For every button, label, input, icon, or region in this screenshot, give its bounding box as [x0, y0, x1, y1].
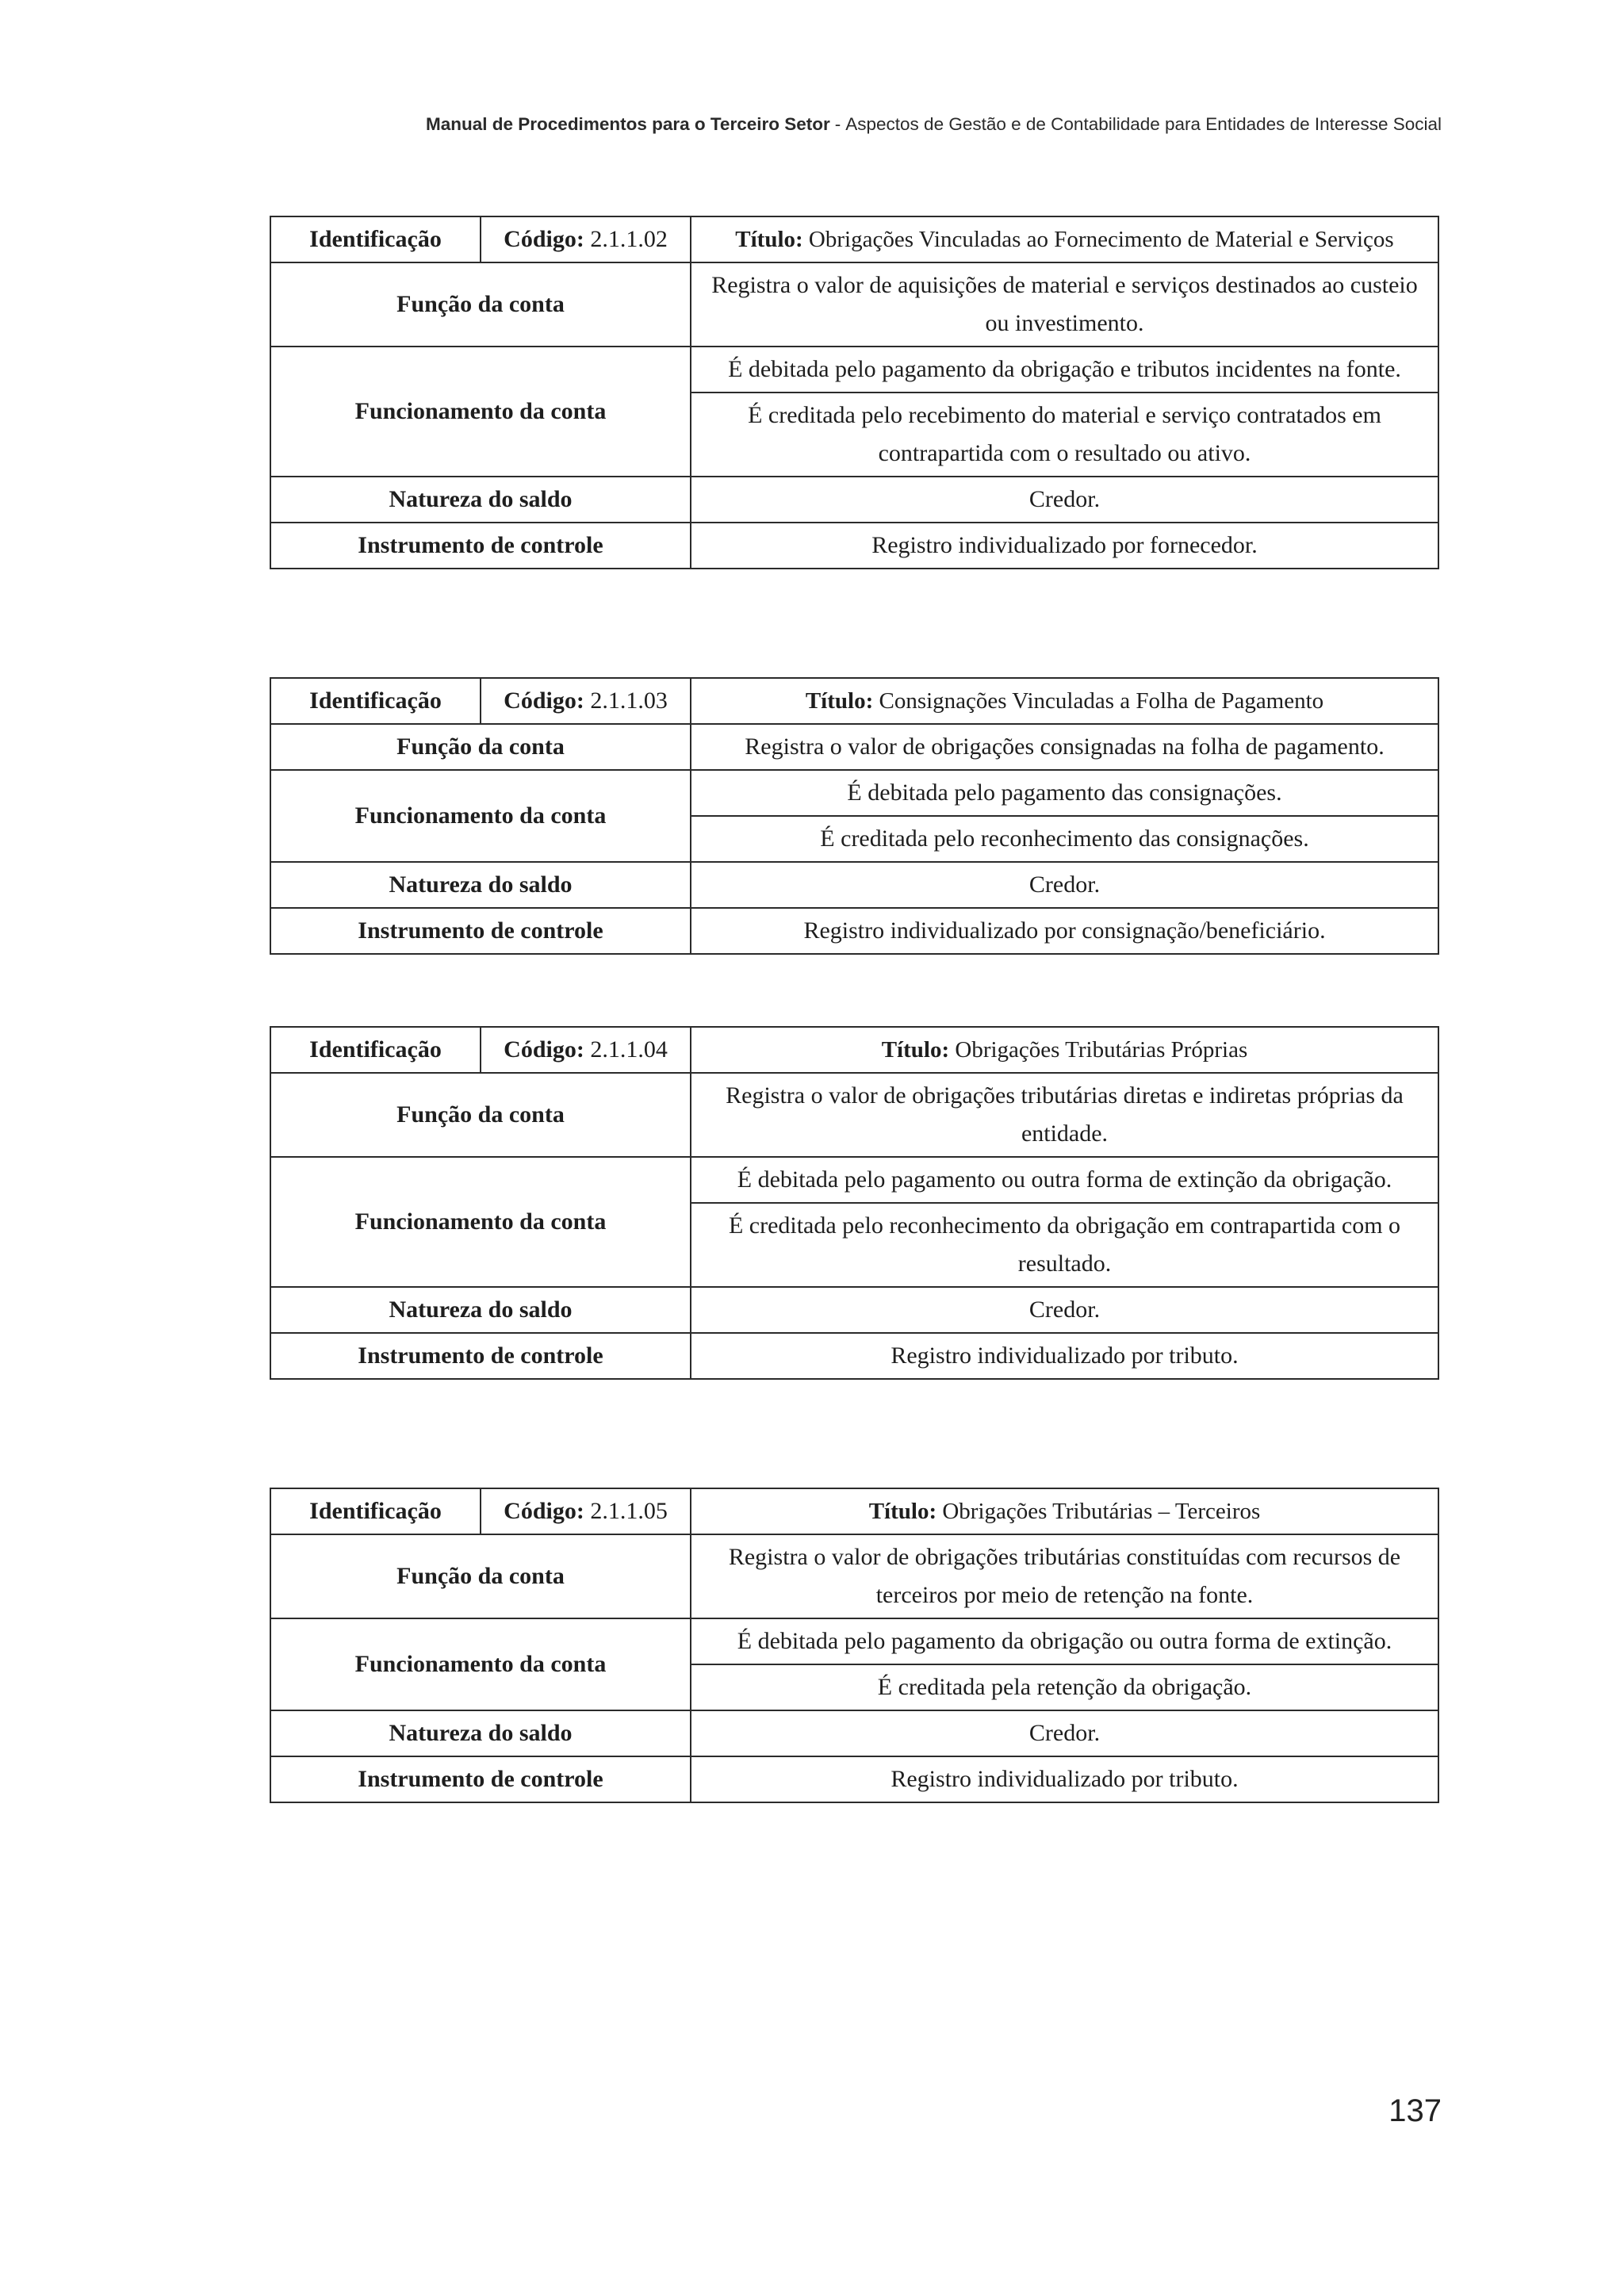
function-row — [270, 1073, 1438, 1157]
identification-label: Identificação — [270, 1027, 481, 1073]
title-value: Obrigações Tributárias Próprias — [955, 1037, 1248, 1063]
function-value: Registra o valor de obrigações consignadas na folha de pagamento. — [691, 724, 1438, 770]
page-header — [426, 114, 1442, 135]
operation-debit-row — [270, 347, 1438, 393]
operation-label: Funcionamento da conta — [270, 1157, 691, 1287]
control-instrument-label: Instrumento de controle — [270, 1333, 691, 1379]
debit-value: É debitada pelo pagamento ou outra forma de extinção da obrigação. — [691, 1157, 1438, 1203]
title-label: Título: — [868, 1499, 937, 1524]
title-value: Obrigações Tributárias – Terceiros — [942, 1499, 1261, 1524]
code-value: 2.1.1.03 — [590, 687, 668, 714]
title-cell — [691, 1488, 1438, 1534]
balance-nature-value: Credor. — [691, 477, 1438, 523]
identification-label: Identificação — [270, 216, 481, 262]
identification-label: Identificação — [270, 678, 481, 724]
code-cell — [481, 678, 691, 724]
balance-nature-value: Credor. — [691, 1710, 1438, 1756]
account-table-2-1-1-03 — [270, 677, 1439, 955]
debit-value: É debitada pelo pagamento das consignações. — [691, 770, 1438, 816]
identification-row — [270, 1488, 1438, 1534]
operation-debit-row — [270, 1618, 1438, 1664]
balance-nature-label: Natureza do saldo — [270, 477, 691, 523]
account-table-2-1-1-04 — [270, 1026, 1439, 1380]
operation-label: Funcionamento da conta — [270, 1618, 691, 1710]
identification-row — [270, 678, 1438, 724]
control-instrument-value: Registro individualizado por consignação/beneficiário. — [691, 908, 1438, 954]
control-instrument-label: Instrumento de controle — [270, 523, 691, 569]
identification-row — [270, 1027, 1438, 1073]
title-label: Título: — [805, 688, 874, 714]
control-instrument-value: Registro individualizado por tributo. — [691, 1756, 1438, 1802]
account-table-2-1-1-05 — [270, 1488, 1439, 1803]
identification-row — [270, 216, 1438, 262]
identification-label: Identificação — [270, 1488, 481, 1534]
function-row — [270, 262, 1438, 347]
code-cell — [481, 1488, 691, 1534]
operation-debit-row — [270, 770, 1438, 816]
balance-nature-value: Credor. — [691, 862, 1438, 908]
credit-value: É creditada pelo reconhecimento das consignações. — [691, 816, 1438, 862]
function-value: Registra o valor de obrigações tributárias diretas e indiretas próprias da entidade. — [691, 1073, 1438, 1157]
debit-value: É debitada pelo pagamento da obrigação e tributos incidentes na fonte. — [691, 347, 1438, 393]
balance-nature-row — [270, 477, 1438, 523]
title-cell — [691, 1027, 1438, 1073]
credit-value: É creditada pelo reconhecimento da obrigação em contrapartida com o resultado. — [691, 1203, 1438, 1287]
balance-nature-value: Credor. — [691, 1287, 1438, 1333]
function-value: Registra o valor de obrigações tributárias constituídas com recursos de terceiros por meio de retenção na fonte. — [691, 1534, 1438, 1618]
control-instrument-row — [270, 523, 1438, 569]
title-label: Título: — [881, 1037, 950, 1063]
function-label: Função da conta — [270, 1073, 691, 1157]
code-value: 2.1.1.04 — [590, 1036, 668, 1063]
control-instrument-label: Instrumento de controle — [270, 908, 691, 954]
function-label: Função da conta — [270, 262, 691, 347]
code-value: 2.1.1.02 — [590, 226, 668, 252]
balance-nature-label: Natureza do saldo — [270, 1287, 691, 1333]
debit-value: É debitada pelo pagamento da obrigação ou outra forma de extinção. — [691, 1618, 1438, 1664]
title-value: Consignações Vinculadas a Folha de Pagamento — [879, 688, 1324, 714]
code-label: Código: — [504, 226, 584, 252]
credit-value: É creditada pelo recebimento do material e serviço contratados em contrapartida com o resultado ou ativo. — [691, 393, 1438, 477]
balance-nature-row — [270, 862, 1438, 908]
operation-debit-row — [270, 1157, 1438, 1203]
function-label: Função da conta — [270, 1534, 691, 1618]
control-instrument-row — [270, 1756, 1438, 1802]
account-table-2-1-1-02 — [270, 216, 1439, 569]
operation-label: Funcionamento da conta — [270, 347, 691, 477]
control-instrument-value: Registro individualizado por fornecedor. — [691, 523, 1438, 569]
code-label: Código: — [504, 1036, 584, 1063]
balance-nature-label: Natureza do saldo — [270, 862, 691, 908]
page-number: 137 — [1388, 2093, 1442, 2128]
header-separator: - — [834, 114, 841, 134]
code-cell — [481, 1027, 691, 1073]
control-instrument-value: Registro individualizado por tributo. — [691, 1333, 1438, 1379]
code-cell — [481, 216, 691, 262]
header-manual-title: Manual de Procedimentos para o Terceiro Setor — [426, 114, 830, 134]
control-instrument-row — [270, 1333, 1438, 1379]
code-label: Código: — [504, 1498, 584, 1524]
title-cell — [691, 216, 1438, 262]
function-row — [270, 724, 1438, 770]
function-value: Registra o valor de aquisições de material e serviços destinados ao custeio ou investimento. — [691, 262, 1438, 347]
function-label: Função da conta — [270, 724, 691, 770]
function-row — [270, 1534, 1438, 1618]
balance-nature-row — [270, 1710, 1438, 1756]
title-label: Título: — [735, 227, 803, 252]
code-value: 2.1.1.05 — [590, 1498, 668, 1524]
control-instrument-row — [270, 908, 1438, 954]
balance-nature-label: Natureza do saldo — [270, 1710, 691, 1756]
title-cell — [691, 678, 1438, 724]
operation-label: Funcionamento da conta — [270, 770, 691, 862]
code-label: Código: — [504, 687, 584, 714]
title-value: Obrigações Vinculadas ao Fornecimento de Material e Serviços — [808, 227, 1394, 252]
control-instrument-label: Instrumento de controle — [270, 1756, 691, 1802]
balance-nature-row — [270, 1287, 1438, 1333]
credit-value: É creditada pela retenção da obrigação. — [691, 1664, 1438, 1710]
header-subtitle: Aspectos de Gestão e de Contabilidade para Entidades de Interesse Social — [845, 114, 1442, 134]
